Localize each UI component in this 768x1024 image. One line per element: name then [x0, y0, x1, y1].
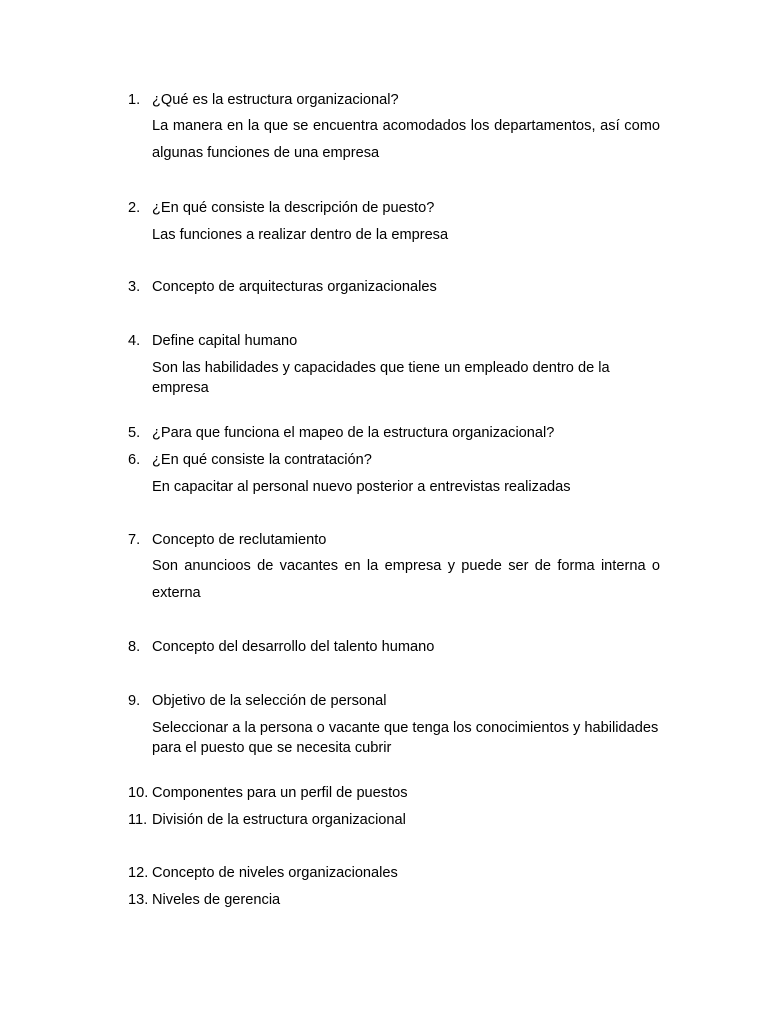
question-item-13 [128, 890, 662, 910]
question-number: 12. [128, 865, 149, 881]
question-number: 1. [128, 92, 141, 108]
question-item-12 [128, 863, 662, 883]
question-item-7 [128, 530, 662, 550]
answer-text-9: Seleccionar a la persona o vacante que tenga los conocimientos y habilidades para el puesto que se necesita cubrir [152, 720, 659, 756]
question-text: Concepto de arquitecturas organizacionales [152, 279, 437, 295]
question-text: División de la estructura organizacional [152, 812, 406, 828]
question-number: 5. [128, 425, 141, 441]
question-item-10 [128, 783, 662, 803]
question-number: 13. [128, 892, 149, 908]
question-number: 7. [128, 532, 141, 548]
question-text: Niveles de gerencia [152, 892, 281, 908]
question-item-11 [128, 810, 662, 830]
question-text: Concepto de niveles organizacionales [152, 865, 398, 881]
question-number: 4. [128, 333, 141, 349]
question-item-3 [128, 277, 662, 297]
question-text: ¿Para que funciona el mapeo de la estructura organizacional? [152, 425, 555, 441]
question-text: ¿En qué consiste la descripción de puesto? [152, 200, 435, 216]
question-number: 6. [128, 452, 141, 468]
question-text: Concepto de reclutamiento [152, 532, 327, 548]
question-number: 11. [128, 812, 148, 828]
question-number: 10. [128, 785, 149, 801]
question-text: ¿En qué consiste la contratación? [152, 452, 372, 468]
answer-text-7: Son anuncioos de vacantes en la empresa y puede ser de forma interna o externa [152, 558, 660, 601]
question-item-9 [128, 691, 662, 711]
question-item-5 [128, 423, 662, 443]
answer-text-6: En capacitar al personal nuevo posterior a entrevistas realizadas [152, 479, 571, 495]
question-number: 3. [128, 279, 141, 295]
question-text: Objetivo de la selección de personal [152, 693, 387, 709]
question-item-1 [128, 90, 662, 110]
question-item-6 [128, 450, 662, 470]
question-number: 2. [128, 200, 141, 216]
answer-text-2: Las funciones a realizar dentro de la empresa [152, 227, 449, 243]
question-item-8 [128, 637, 662, 657]
question-item-2 [128, 198, 662, 218]
question-number: 8. [128, 639, 141, 655]
question-text: Concepto del desarrollo del talento humano [152, 639, 435, 655]
question-text: ¿Qué es la estructura organizacional? [152, 92, 399, 108]
question-text: Componentes para un perfil de puestos [152, 785, 408, 801]
question-item-4 [128, 331, 662, 351]
question-text: Define capital humano [152, 333, 298, 349]
answer-text-1: La manera en la que se encuentra acomodados los departamentos, así como algunas funciones de una empresa [152, 118, 660, 161]
answer-text-4: Son las habilidades y capacidades que tiene un empleado dentro de la empresa [152, 360, 610, 396]
question-number: 9. [128, 693, 141, 709]
